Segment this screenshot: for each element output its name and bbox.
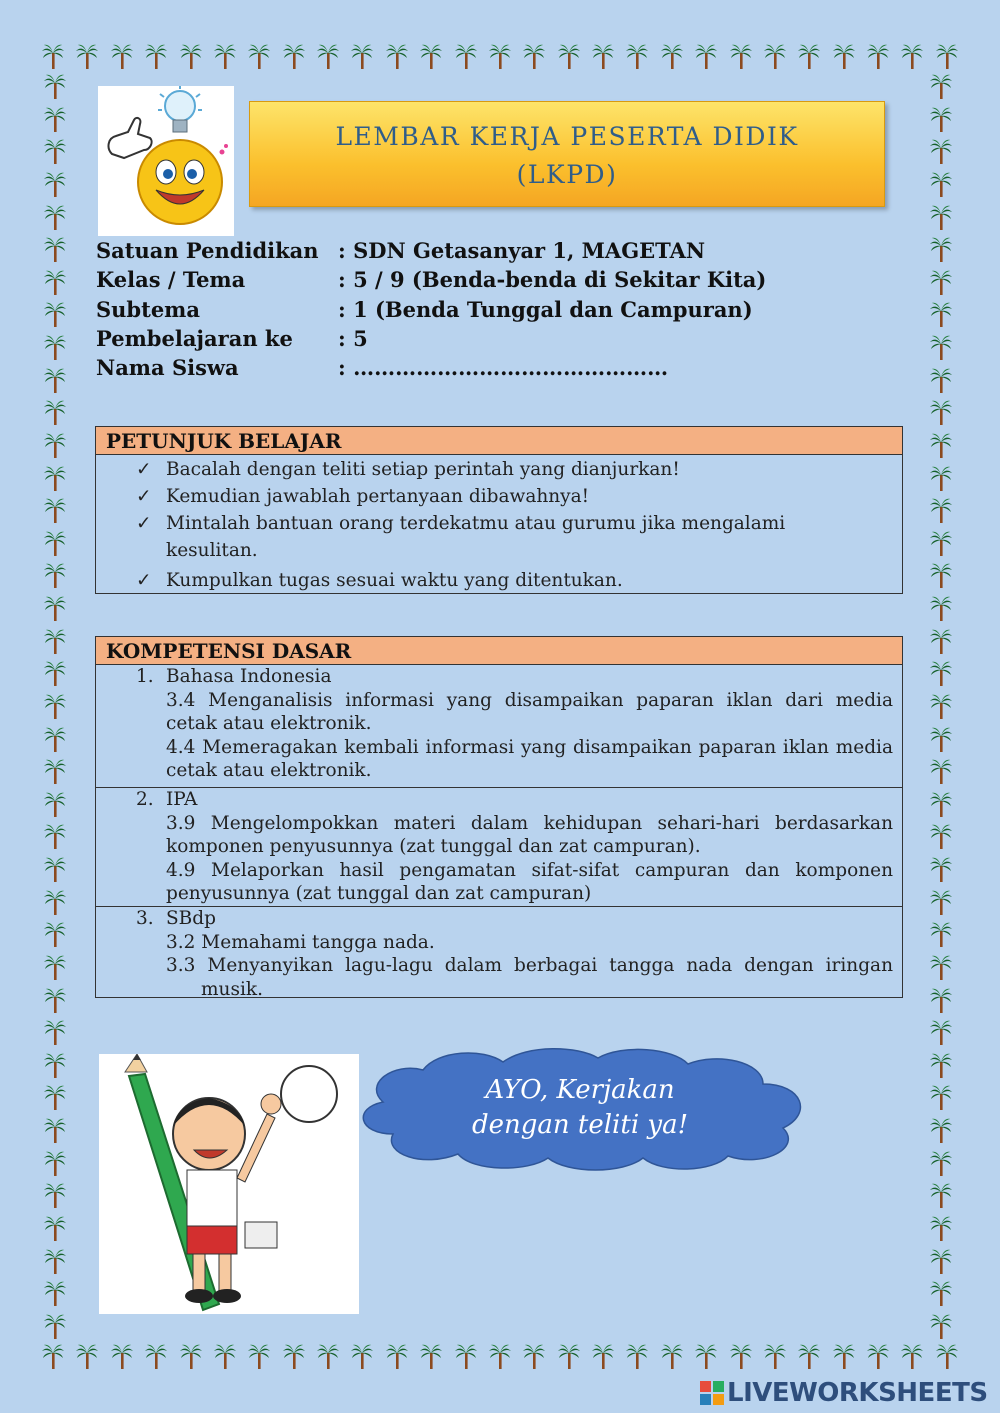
info-value: : 5 / 9 (Benda-benda di Sekitar Kita) — [338, 267, 767, 293]
palm-tree-icon — [936, 1342, 958, 1370]
kd-item: 3.9 Mengelompokkan materi dalam kehidupan sehari-hari berdasarkan komponen penyusunnya (zat tunggal dan zat campuran). — [166, 812, 893, 857]
palm-tree-icon — [930, 1181, 952, 1209]
palm-tree-icon — [930, 1116, 952, 1144]
palm-tree-icon — [44, 757, 66, 785]
palm-tree-icon — [930, 366, 952, 394]
palm-tree-icon — [626, 42, 648, 70]
kd-subject: 3. SBdp — [136, 908, 216, 929]
palm-tree-icon — [44, 561, 66, 589]
palm-tree-icon — [283, 1342, 305, 1370]
palm-tree-icon — [248, 42, 270, 70]
lightbulb-icon — [158, 86, 202, 132]
palm-tree-icon — [930, 888, 952, 916]
palm-tree-icon — [111, 1342, 133, 1370]
palm-tree-icon — [930, 398, 952, 426]
info-row — [96, 297, 766, 326]
palm-tree-icon — [44, 529, 66, 557]
palm-tree-icon — [592, 1342, 614, 1370]
palm-tree-icon — [42, 42, 64, 70]
smiley-face-icon — [138, 140, 222, 224]
kd-section-ipa — [96, 788, 902, 907]
boy-with-pencil-illustration — [99, 1054, 359, 1314]
palm-border-left — [44, 72, 66, 1340]
palm-tree-icon — [730, 1342, 752, 1370]
palm-tree-icon — [764, 1342, 786, 1370]
liveworksheets-logo-icon — [700, 1381, 724, 1405]
palm-tree-icon — [420, 42, 442, 70]
palm-tree-icon — [44, 692, 66, 720]
palm-tree-icon — [44, 431, 66, 459]
title-line-2: (LKPD) — [516, 160, 618, 189]
palm-tree-icon — [930, 496, 952, 524]
info-row — [96, 355, 766, 384]
palm-tree-icon — [930, 725, 952, 753]
palm-tree-icon — [76, 1342, 98, 1370]
palm-tree-icon — [44, 855, 66, 883]
palm-tree-icon — [44, 105, 66, 133]
info-value: : 5 — [338, 325, 368, 351]
palm-tree-icon — [44, 170, 66, 198]
palm-tree-icon — [798, 42, 820, 70]
palm-tree-icon — [214, 42, 236, 70]
palm-tree-icon — [44, 1181, 66, 1209]
palm-tree-icon — [44, 1116, 66, 1144]
palm-tree-icon — [44, 1279, 66, 1307]
info-row — [96, 267, 766, 296]
palm-tree-icon — [930, 235, 952, 263]
title-line-1: LEMBAR KERJA PESERTA DIDIK — [335, 122, 799, 151]
palm-tree-icon — [930, 594, 952, 622]
check-icon: ✓ — [136, 459, 152, 480]
kd-item: 3.3 Menyanyikan lagu-lagu dalam berbagai tangga nada dengan iringan musik. — [166, 955, 893, 1000]
palm-tree-icon — [214, 1342, 236, 1370]
palm-tree-icon — [930, 790, 952, 818]
palm-tree-icon — [523, 42, 545, 70]
palm-tree-icon — [44, 235, 66, 263]
info-value: : 1 (Benda Tunggal dan Campuran) — [338, 296, 753, 322]
palm-tree-icon — [626, 1342, 648, 1370]
palm-tree-icon — [558, 1342, 580, 1370]
info-label: Pembelajaran ke — [96, 325, 293, 351]
palm-tree-icon — [930, 72, 952, 100]
palm-tree-icon — [145, 42, 167, 70]
pointing-hand-icon — [109, 118, 152, 158]
kompetensi-dasar-box — [95, 636, 903, 998]
palm-tree-icon — [44, 986, 66, 1014]
list-item: ✓ Kumpulkan tugas sesuai waktu yang ditentukan. — [96, 567, 902, 594]
palm-tree-icon — [930, 627, 952, 655]
palm-tree-icon — [44, 1051, 66, 1079]
palm-tree-icon — [283, 42, 305, 70]
palm-tree-icon — [180, 1342, 202, 1370]
palm-tree-icon — [44, 1149, 66, 1177]
info-row — [96, 326, 766, 355]
palm-tree-icon — [930, 333, 952, 361]
palm-border-top — [42, 42, 958, 70]
palm-tree-icon — [44, 1018, 66, 1046]
palm-tree-icon — [930, 1279, 952, 1307]
palm-tree-icon — [930, 1018, 952, 1046]
kd-item: 4.4 Memeragakan kembali informasi yang disampaikan paparan iklan media cetak atau elektronik. — [166, 736, 893, 781]
palm-tree-icon — [351, 42, 373, 70]
kd-subject: 1. Bahasa Indonesia — [136, 666, 332, 687]
palm-tree-icon — [44, 822, 66, 850]
palm-tree-icon — [44, 659, 66, 687]
palm-tree-icon — [930, 692, 952, 720]
kd-section-sbdp — [96, 907, 902, 1003]
palm-tree-icon — [44, 1083, 66, 1111]
palm-tree-icon — [44, 725, 66, 753]
palm-tree-icon — [386, 1342, 408, 1370]
palm-tree-icon — [936, 42, 958, 70]
palm-tree-icon — [867, 42, 889, 70]
brand-name: LIVEWORKSHEETS — [727, 1378, 988, 1408]
palm-tree-icon — [930, 464, 952, 492]
palm-tree-icon — [76, 42, 98, 70]
lightbulb-smiley-illustration — [98, 86, 234, 236]
palm-tree-icon — [930, 431, 952, 459]
palm-tree-icon — [44, 203, 66, 231]
info-label: Subtema — [96, 296, 201, 322]
kompetensi-heading: KOMPETENSI DASAR — [96, 637, 902, 665]
palm-tree-icon — [930, 986, 952, 1014]
palm-tree-icon — [661, 1342, 683, 1370]
kd-item: 3.2 Memahami tangga nada. — [166, 931, 435, 953]
palm-tree-icon — [44, 333, 66, 361]
liveworksheets-brand[interactable] — [700, 1378, 988, 1408]
palm-tree-icon — [930, 268, 952, 296]
palm-tree-icon — [730, 42, 752, 70]
palm-tree-icon — [317, 42, 339, 70]
info-value: : SDN Getasanyar 1, MAGETAN — [338, 238, 706, 263]
boy-icon — [173, 1094, 281, 1303]
palm-tree-icon — [901, 1342, 923, 1370]
palm-tree-icon — [44, 953, 66, 981]
palm-tree-icon — [489, 42, 511, 70]
palm-tree-icon — [44, 594, 66, 622]
check-icon: ✓ — [136, 513, 152, 534]
palm-tree-icon — [930, 822, 952, 850]
list-item: ✓ Mintalah bantuan orang terdekatmu atau gurumu jika mengalami kesulitan. — [96, 510, 902, 564]
palm-tree-icon — [901, 42, 923, 70]
palm-tree-icon — [42, 1342, 64, 1370]
palm-tree-icon — [180, 42, 202, 70]
palm-tree-icon — [44, 72, 66, 100]
palm-tree-icon — [833, 42, 855, 70]
palm-tree-icon — [248, 1342, 270, 1370]
palm-tree-icon — [930, 105, 952, 133]
palm-tree-icon — [386, 42, 408, 70]
info-row — [96, 238, 766, 267]
palm-tree-icon — [930, 953, 952, 981]
palm-tree-icon — [930, 203, 952, 231]
palm-tree-icon — [455, 1342, 477, 1370]
palm-tree-icon — [930, 137, 952, 165]
palm-tree-icon — [317, 1342, 339, 1370]
info-label: Satuan Pendidikan — [96, 238, 319, 263]
palm-tree-icon — [44, 366, 66, 394]
palm-tree-icon — [111, 42, 133, 70]
palm-tree-icon — [455, 42, 477, 70]
palm-tree-icon — [764, 42, 786, 70]
palm-tree-icon — [930, 561, 952, 589]
palm-tree-icon — [695, 1342, 717, 1370]
palm-tree-icon — [930, 855, 952, 883]
palm-tree-icon — [420, 1342, 442, 1370]
list-item: ✓ Bacalah dengan teliti setiap perintah yang dianjurkan! — [96, 456, 902, 483]
thought-bubble-icon — [281, 1066, 337, 1122]
palm-tree-icon — [44, 1247, 66, 1275]
palm-border-bottom — [42, 1342, 958, 1370]
info-label: Nama Siswa — [96, 355, 239, 381]
identity-info — [96, 238, 766, 384]
palm-tree-icon — [930, 757, 952, 785]
palm-tree-icon — [930, 659, 952, 687]
petunjuk-belajar-box — [95, 426, 903, 594]
palm-tree-icon — [145, 1342, 167, 1370]
palm-tree-icon — [930, 1312, 952, 1340]
palm-tree-icon — [523, 1342, 545, 1370]
kd-item: 4.9 Melaporkan hasil pengamatan sifat-sifat campuran dan komponen penyusunnya (zat tunggal dan zat campuran) — [166, 859, 893, 904]
palm-tree-icon — [930, 170, 952, 198]
check-icon: ✓ — [136, 570, 152, 591]
check-icon: ✓ — [136, 486, 152, 507]
palm-tree-icon — [44, 888, 66, 916]
palm-tree-icon — [592, 42, 614, 70]
palm-tree-icon — [44, 1214, 66, 1242]
palm-tree-icon — [44, 268, 66, 296]
student-name-blank[interactable]: : ……………………………………… — [338, 355, 669, 381]
palm-tree-icon — [558, 42, 580, 70]
info-label: Kelas / Tema — [96, 267, 246, 293]
list-item: ✓ Kemudian jawablah pertanyaan dibawahnya! — [96, 483, 902, 510]
palm-tree-icon — [930, 1149, 952, 1177]
palm-tree-icon — [930, 1214, 952, 1242]
speech-text: AYO, Kerjakan dengan teliti ya! — [471, 1075, 689, 1140]
petunjuk-list — [96, 455, 902, 594]
palm-tree-icon — [867, 1342, 889, 1370]
kd-section-bahasa-indonesia — [96, 665, 902, 788]
kd-subject: 2. IPA — [136, 789, 198, 810]
palm-tree-icon — [44, 920, 66, 948]
palm-tree-icon — [351, 1342, 373, 1370]
palm-tree-icon — [833, 1342, 855, 1370]
palm-tree-icon — [930, 920, 952, 948]
palm-tree-icon — [44, 496, 66, 524]
palm-tree-icon — [44, 300, 66, 328]
palm-tree-icon — [489, 1342, 511, 1370]
palm-tree-icon — [44, 1312, 66, 1340]
palm-tree-icon — [930, 1051, 952, 1079]
petunjuk-heading: PETUNJUK BELAJAR — [96, 427, 902, 455]
palm-tree-icon — [930, 1247, 952, 1275]
palm-tree-icon — [44, 790, 66, 818]
palm-tree-icon — [661, 42, 683, 70]
palm-tree-icon — [44, 464, 66, 492]
palm-tree-icon — [695, 42, 717, 70]
palm-border-right — [930, 72, 952, 1340]
palm-tree-icon — [798, 1342, 820, 1370]
palm-tree-icon — [930, 529, 952, 557]
palm-tree-icon — [930, 300, 952, 328]
palm-tree-icon — [930, 1083, 952, 1111]
palm-tree-icon — [44, 627, 66, 655]
kd-item: 3.4 Menganalisis informasi yang disampaikan paparan iklan dari media cetak atau elektronik. — [166, 689, 893, 734]
palm-tree-icon — [44, 398, 66, 426]
title-banner — [249, 101, 885, 207]
palm-tree-icon — [44, 137, 66, 165]
